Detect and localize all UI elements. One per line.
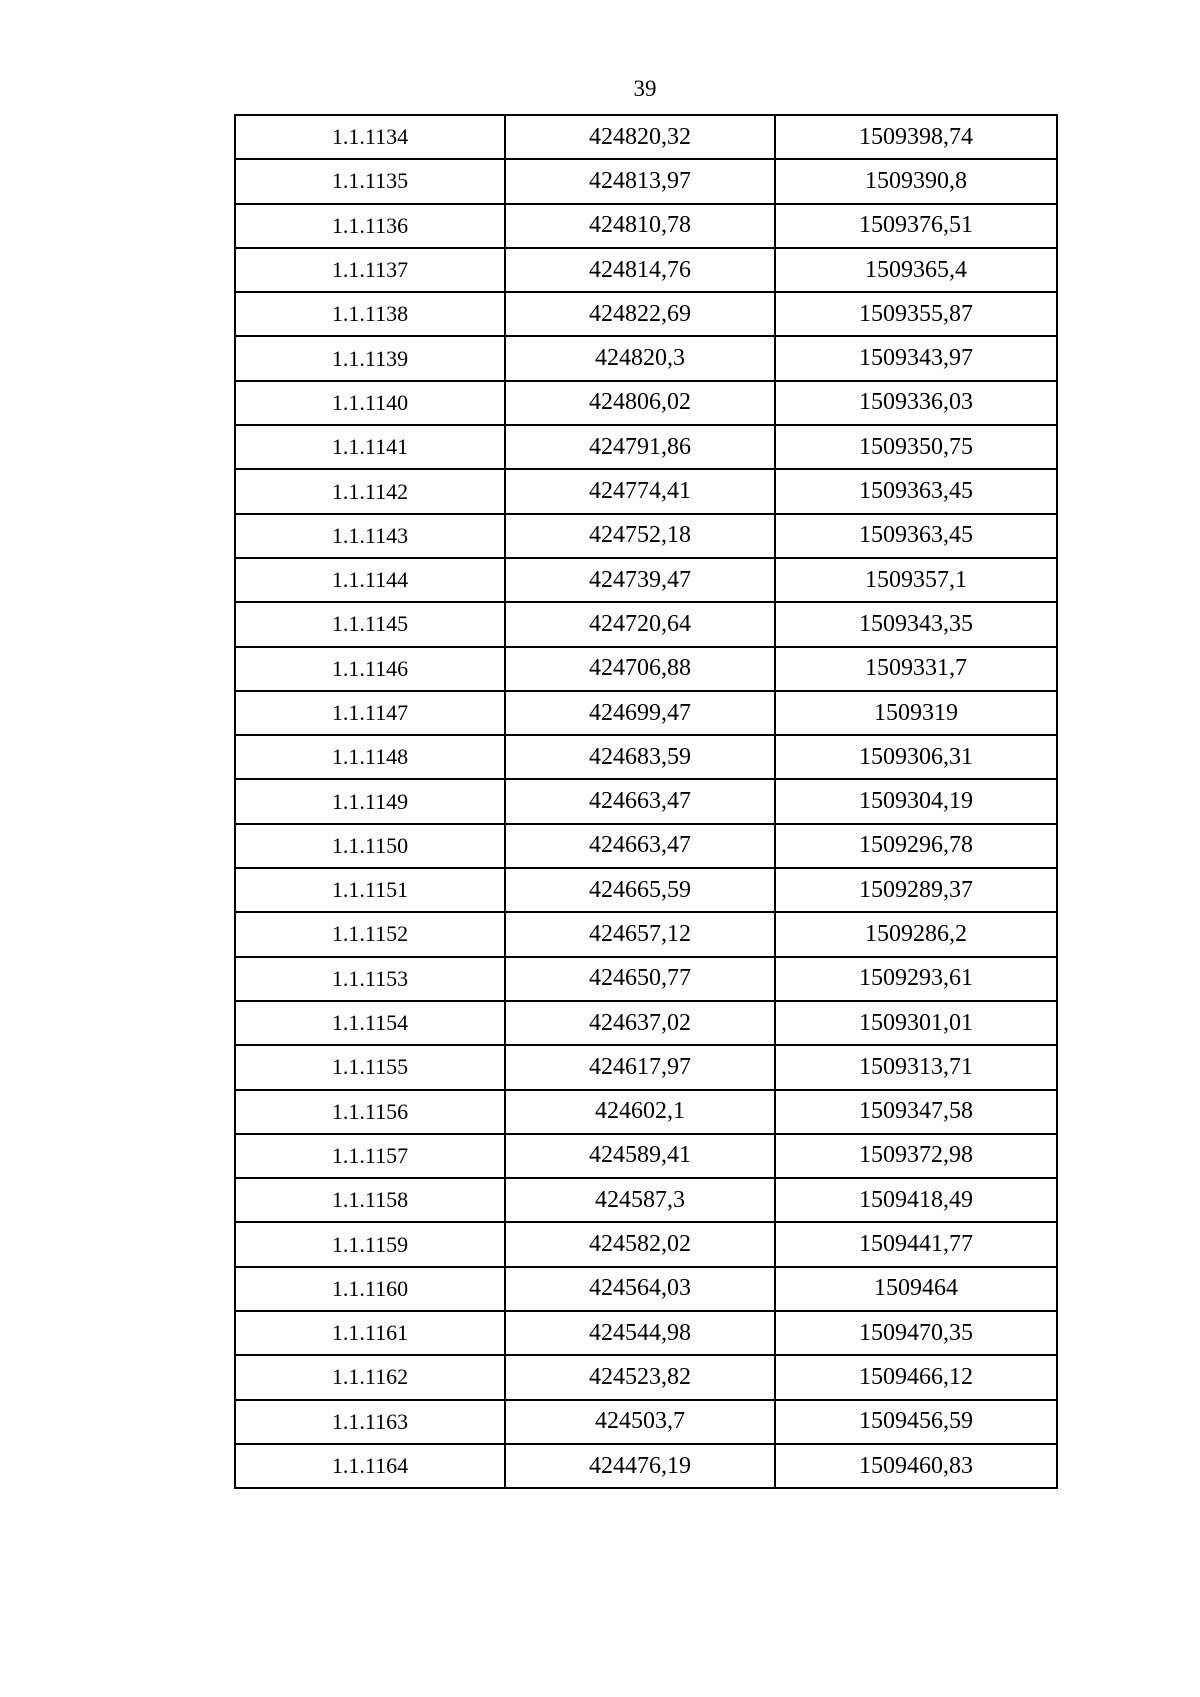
table-row (235, 868, 1057, 912)
point-id-cell: 1.1.1160 (235, 1267, 505, 1311)
table-row (235, 1178, 1057, 1222)
table-row (235, 558, 1057, 602)
point-id-cell: 1.1.1146 (235, 647, 505, 691)
table-row (235, 1222, 1057, 1266)
table-row (235, 1355, 1057, 1399)
table-row (235, 824, 1057, 868)
table-row (235, 691, 1057, 735)
x-coordinate-cell: 424587,3 (505, 1178, 775, 1222)
point-id-cell: 1.1.1153 (235, 957, 505, 1001)
y-coordinate-cell: 1509372,98 (775, 1134, 1057, 1178)
y-coordinate-cell: 1509301,01 (775, 1001, 1057, 1045)
x-coordinate-cell: 424650,77 (505, 957, 775, 1001)
x-coordinate-cell: 424699,47 (505, 691, 775, 735)
table-row (235, 1001, 1057, 1045)
y-coordinate-cell: 1509343,97 (775, 336, 1057, 380)
point-id-cell: 1.1.1135 (235, 159, 505, 203)
point-id-cell: 1.1.1162 (235, 1355, 505, 1399)
table-row (235, 292, 1057, 336)
x-coordinate-cell: 424813,97 (505, 159, 775, 203)
y-coordinate-cell: 1509470,35 (775, 1311, 1057, 1355)
point-id-cell: 1.1.1141 (235, 425, 505, 469)
y-coordinate-cell: 1509460,83 (775, 1444, 1057, 1488)
x-coordinate-cell: 424589,41 (505, 1134, 775, 1178)
x-coordinate-cell: 424739,47 (505, 558, 775, 602)
y-coordinate-cell: 1509466,12 (775, 1355, 1057, 1399)
x-coordinate-cell: 424665,59 (505, 868, 775, 912)
x-coordinate-cell: 424683,59 (505, 735, 775, 779)
table-row (235, 912, 1057, 956)
table-row (235, 336, 1057, 380)
x-coordinate-cell: 424617,97 (505, 1045, 775, 1089)
point-id-cell: 1.1.1134 (235, 115, 505, 159)
y-coordinate-cell: 1509331,7 (775, 647, 1057, 691)
x-coordinate-cell: 424810,78 (505, 204, 775, 248)
table-row (235, 159, 1057, 203)
table-row (235, 1134, 1057, 1178)
table-row (235, 425, 1057, 469)
x-coordinate-cell: 424814,76 (505, 248, 775, 292)
point-id-cell: 1.1.1138 (235, 292, 505, 336)
y-coordinate-cell: 1509464 (775, 1267, 1057, 1311)
table-row (235, 381, 1057, 425)
table-row (235, 1267, 1057, 1311)
point-id-cell: 1.1.1150 (235, 824, 505, 868)
table-row (235, 514, 1057, 558)
y-coordinate-cell: 1509350,75 (775, 425, 1057, 469)
x-coordinate-cell: 424774,41 (505, 469, 775, 513)
point-id-cell: 1.1.1164 (235, 1444, 505, 1488)
y-coordinate-cell: 1509376,51 (775, 204, 1057, 248)
point-id-cell: 1.1.1155 (235, 1045, 505, 1089)
y-coordinate-cell: 1509357,1 (775, 558, 1057, 602)
coordinates-table (234, 114, 1058, 1489)
point-id-cell: 1.1.1148 (235, 735, 505, 779)
y-coordinate-cell: 1509363,45 (775, 514, 1057, 558)
y-coordinate-cell: 1509390,8 (775, 159, 1057, 203)
point-id-cell: 1.1.1152 (235, 912, 505, 956)
y-coordinate-cell: 1509365,4 (775, 248, 1057, 292)
x-coordinate-cell: 424806,02 (505, 381, 775, 425)
y-coordinate-cell: 1509319 (775, 691, 1057, 735)
point-id-cell: 1.1.1147 (235, 691, 505, 735)
y-coordinate-cell: 1509296,78 (775, 824, 1057, 868)
point-id-cell: 1.1.1139 (235, 336, 505, 380)
table-row (235, 248, 1057, 292)
table-row (235, 779, 1057, 823)
x-coordinate-cell: 424544,98 (505, 1311, 775, 1355)
y-coordinate-cell: 1509456,59 (775, 1400, 1057, 1444)
point-id-cell: 1.1.1140 (235, 381, 505, 425)
coordinates-table-body (235, 115, 1057, 1488)
x-coordinate-cell: 424582,02 (505, 1222, 775, 1266)
x-coordinate-cell: 424791,86 (505, 425, 775, 469)
x-coordinate-cell: 424822,69 (505, 292, 775, 336)
point-id-cell: 1.1.1142 (235, 469, 505, 513)
x-coordinate-cell: 424637,02 (505, 1001, 775, 1045)
x-coordinate-cell: 424706,88 (505, 647, 775, 691)
x-coordinate-cell: 424602,1 (505, 1090, 775, 1134)
x-coordinate-cell: 424657,12 (505, 912, 775, 956)
point-id-cell: 1.1.1159 (235, 1222, 505, 1266)
table-row (235, 602, 1057, 646)
point-id-cell: 1.1.1156 (235, 1090, 505, 1134)
point-id-cell: 1.1.1136 (235, 204, 505, 248)
table-row (235, 469, 1057, 513)
table-row (235, 1311, 1057, 1355)
point-id-cell: 1.1.1161 (235, 1311, 505, 1355)
table-row (235, 1444, 1057, 1488)
point-id-cell: 1.1.1151 (235, 868, 505, 912)
table-row (235, 115, 1057, 159)
y-coordinate-cell: 1509363,45 (775, 469, 1057, 513)
point-id-cell: 1.1.1143 (235, 514, 505, 558)
x-coordinate-cell: 424476,19 (505, 1444, 775, 1488)
x-coordinate-cell: 424820,3 (505, 336, 775, 380)
x-coordinate-cell: 424564,03 (505, 1267, 775, 1311)
x-coordinate-cell: 424503,7 (505, 1400, 775, 1444)
y-coordinate-cell: 1509304,19 (775, 779, 1057, 823)
point-id-cell: 1.1.1145 (235, 602, 505, 646)
point-id-cell: 1.1.1154 (235, 1001, 505, 1045)
table-row (235, 1045, 1057, 1089)
x-coordinate-cell: 424752,18 (505, 514, 775, 558)
point-id-cell: 1.1.1163 (235, 1400, 505, 1444)
y-coordinate-cell: 1509398,74 (775, 115, 1057, 159)
point-id-cell: 1.1.1144 (235, 558, 505, 602)
y-coordinate-cell: 1509306,31 (775, 735, 1057, 779)
y-coordinate-cell: 1509418,49 (775, 1178, 1057, 1222)
point-id-cell: 1.1.1158 (235, 1178, 505, 1222)
y-coordinate-cell: 1509336,03 (775, 381, 1057, 425)
table-row (235, 1090, 1057, 1134)
table-row (235, 1400, 1057, 1444)
y-coordinate-cell: 1509343,35 (775, 602, 1057, 646)
page-number: 39 (633, 76, 657, 101)
y-coordinate-cell: 1509355,87 (775, 292, 1057, 336)
y-coordinate-cell: 1509347,58 (775, 1090, 1057, 1134)
x-coordinate-cell: 424720,64 (505, 602, 775, 646)
y-coordinate-cell: 1509286,2 (775, 912, 1057, 956)
point-id-cell: 1.1.1137 (235, 248, 505, 292)
y-coordinate-cell: 1509289,37 (775, 868, 1057, 912)
table-row (235, 957, 1057, 1001)
x-coordinate-cell: 424820,32 (505, 115, 775, 159)
x-coordinate-cell: 424663,47 (505, 824, 775, 868)
y-coordinate-cell: 1509293,61 (775, 957, 1057, 1001)
y-coordinate-cell: 1509313,71 (775, 1045, 1057, 1089)
x-coordinate-cell: 424663,47 (505, 779, 775, 823)
point-id-cell: 1.1.1149 (235, 779, 505, 823)
point-id-cell: 1.1.1157 (235, 1134, 505, 1178)
table-row (235, 735, 1057, 779)
table-row (235, 647, 1057, 691)
table-row (235, 204, 1057, 248)
y-coordinate-cell: 1509441,77 (775, 1222, 1057, 1266)
x-coordinate-cell: 424523,82 (505, 1355, 775, 1399)
